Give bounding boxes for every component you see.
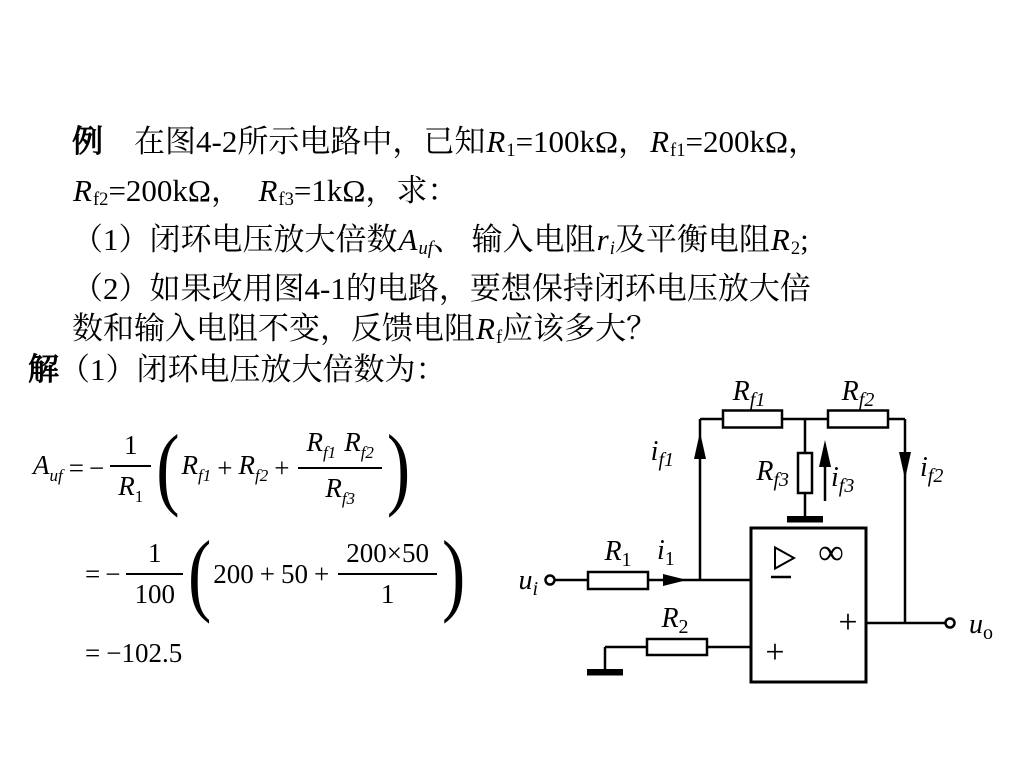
math-token-50: 50 <box>281 558 309 589</box>
opamp-noninverting-plus: + <box>765 634 785 671</box>
left-paren: ( <box>156 417 180 519</box>
resistor-r1 <box>588 572 648 589</box>
text-segment: 2 <box>790 238 801 260</box>
problem-line-1 <box>72 122 819 171</box>
output-terminal <box>946 619 955 628</box>
equals-sign: = <box>68 452 84 483</box>
right-paren: ) <box>441 523 466 625</box>
text-segment: （1）闭环电压放大倍数为： <box>59 352 447 387</box>
fraction-1-over-r1: $\frac{1}{R_1}$ <box>110 430 151 507</box>
label-rf1: $R_{f1}$ <box>732 376 766 411</box>
text-segment: R <box>650 124 670 159</box>
text-segment: 1 <box>506 140 516 162</box>
solution-equations <box>33 417 467 674</box>
label-rf2: $R_{f2}$ <box>841 376 875 411</box>
text-segment: =200kΩ， <box>685 124 820 159</box>
math-token-rf2: $R_{f2}$ <box>238 450 269 485</box>
text-segment: R <box>73 173 92 209</box>
resistor-rf2 <box>828 411 888 428</box>
label-if2: $i_{f2}$ <box>920 452 944 487</box>
text-segment: f2 <box>92 189 109 211</box>
resistor-rf3 <box>798 453 812 493</box>
text-segment: =200kΩ， <box>108 173 227 209</box>
input-terminal <box>546 576 555 585</box>
label-if3: $i_{f3}$ <box>831 462 855 497</box>
problem-line-3 <box>72 220 819 269</box>
equation-line-2 <box>33 523 467 625</box>
equation-line-3 <box>33 632 467 674</box>
text-segment: R <box>258 173 278 209</box>
math-token-auf: $A_{uf}$ <box>33 450 63 485</box>
label-uo: $u_o$ <box>969 609 993 644</box>
opamp-output-plus: + <box>838 604 858 641</box>
text-segment: A <box>398 222 418 258</box>
problem-line-4 <box>72 269 819 309</box>
minus-sign: − <box>88 452 105 483</box>
current-arrow-i1-right <box>663 574 687 586</box>
text-segment: 、 输入电阻 <box>432 222 596 258</box>
text-segment: f3 <box>278 189 294 211</box>
equals-sign: = <box>85 558 101 589</box>
problem-line-2 <box>72 171 819 220</box>
text-segment: f <box>495 327 503 349</box>
plus-sign: + <box>314 558 330 589</box>
text-segment: 解 <box>28 352 59 387</box>
math-token-rf1: $R_{f1}$ <box>181 450 212 485</box>
text-segment: 在图4-2所示电路中，已知 <box>103 124 486 159</box>
ground-symbol <box>787 516 823 523</box>
resistor-r2 <box>647 639 707 655</box>
text-segment: 例 <box>72 124 103 159</box>
fraction-1-over-100: $\frac{1}{100}$ <box>126 538 183 610</box>
equals-sign: = <box>85 637 101 668</box>
text-segment: 应该多大？ <box>502 311 658 347</box>
ground-symbol <box>587 669 623 676</box>
text-segment: =100kΩ， <box>515 124 650 159</box>
equation-line-1 <box>33 417 467 519</box>
circuit-diagram <box>490 375 1012 697</box>
label-r1: $R_1$ <box>604 536 632 571</box>
text-segment: i <box>609 238 615 260</box>
resistor-rf1 <box>723 411 782 428</box>
math-token-200: 200 <box>213 558 254 589</box>
text-segment: R <box>486 124 506 159</box>
minus-sign: − <box>105 558 121 589</box>
opamp-infinity-gain: ∞ <box>818 532 844 572</box>
fraction-200x50-over-1: $\frac{200\times 50}{1}$ <box>338 538 437 610</box>
problem-statement <box>72 122 819 358</box>
text-segment: （2）如果改用图4-1的电路，要想保持闭环电压放大倍 <box>72 271 811 307</box>
current-arrow-if2-down <box>899 452 911 479</box>
text-segment: （1）闭环电压放大倍数 <box>72 222 398 258</box>
text-segment: f1 <box>670 140 686 162</box>
fraction-rf1rf2-over-rf3: $\frac{R_{f1} R_{f2}}{R_{f3}}$ <box>298 427 381 509</box>
label-i1: $i_1$ <box>657 535 675 570</box>
plus-sign: + <box>259 558 276 589</box>
label-ui: $u_i$ <box>518 565 538 600</box>
text-segment: R <box>476 311 495 347</box>
current-arrow-if3-up <box>819 440 831 467</box>
opamp-triangle-icon <box>775 548 794 569</box>
text-segment: ; <box>800 222 809 258</box>
right-paren: ) <box>386 417 411 519</box>
plus-sign: + <box>217 452 233 483</box>
text-segment: 及平衡电阻 <box>614 222 770 258</box>
result-value: −102.5 <box>106 637 183 668</box>
current-arrow-if1-up <box>694 432 706 459</box>
text-segment <box>226 173 257 208</box>
plus-sign: + <box>274 452 290 483</box>
label-r2: $R_2$ <box>661 603 689 638</box>
text-segment: uf <box>418 238 433 260</box>
text-segment: R <box>770 222 790 258</box>
text-segment: =1kΩ，求： <box>293 173 459 209</box>
left-paren: ( <box>187 523 212 625</box>
label-if1: $i_{f1}$ <box>650 436 674 471</box>
label-rf3: $R_{f3}$ <box>756 456 789 491</box>
text-segment: r <box>596 222 609 258</box>
solution-heading <box>28 350 447 390</box>
text-segment: 数和输入电阻不变，反馈电阻 <box>72 311 475 347</box>
